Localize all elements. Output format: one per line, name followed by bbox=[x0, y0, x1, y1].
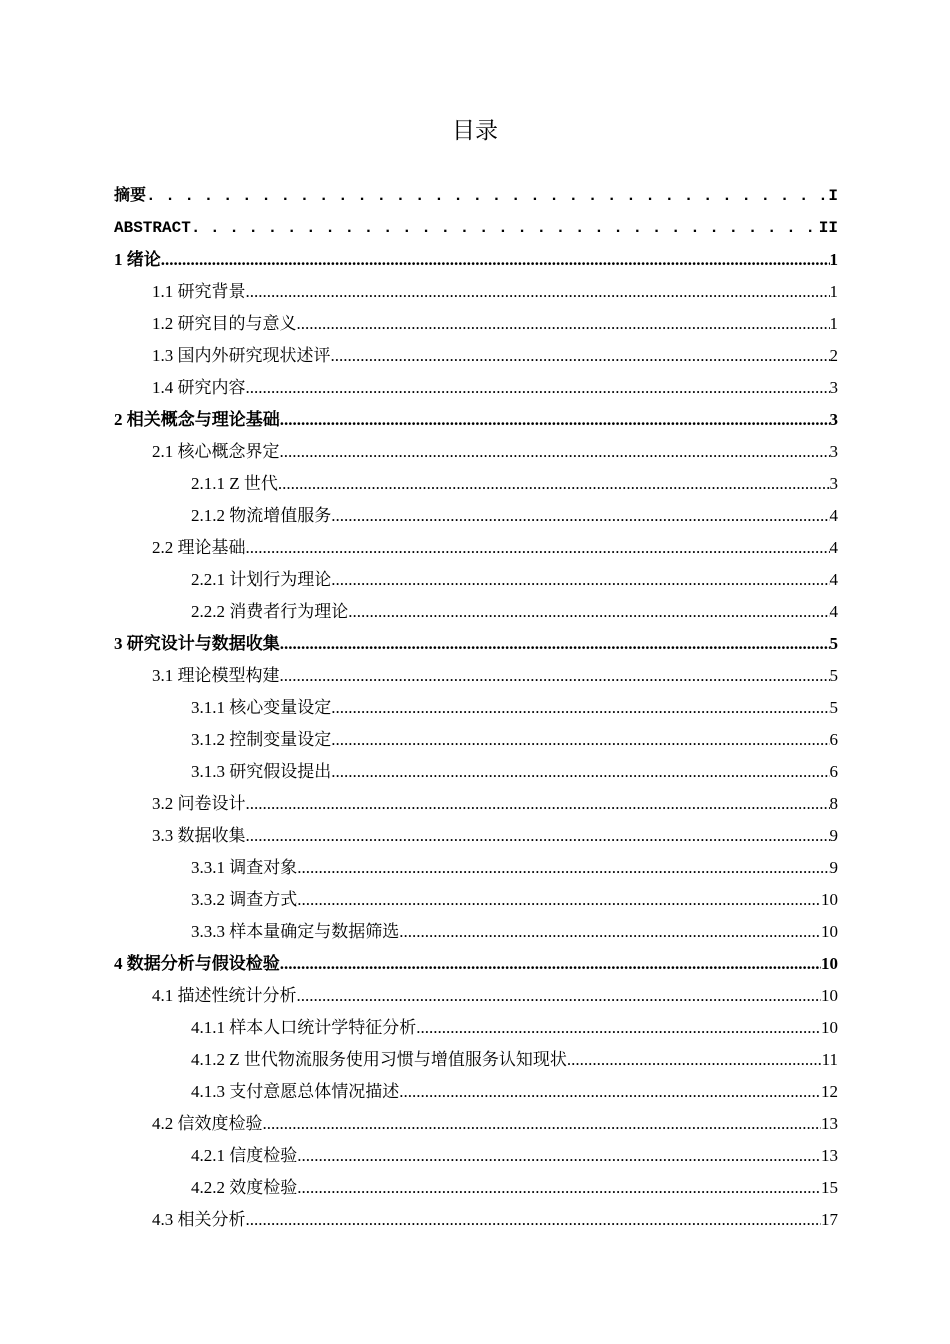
toc-entry-label: 3.3.3 样本量确定与数据筛选 bbox=[191, 922, 400, 941]
toc-entry-page-number: 4 bbox=[829, 570, 838, 589]
toc-entry[interactable] bbox=[114, 691, 838, 723]
toc-entry-label: 3.2 问卷设计 bbox=[152, 794, 246, 813]
toc-dot-leader bbox=[399, 1080, 821, 1107]
toc-entry-page-number: 10 bbox=[821, 986, 838, 1005]
toc-dot-leader bbox=[297, 888, 821, 915]
toc-entry-page-number: 3 bbox=[829, 410, 838, 429]
toc-entry[interactable] bbox=[114, 403, 838, 435]
toc-entry-page-number: 6 bbox=[829, 730, 838, 749]
toc-dot-leader bbox=[331, 568, 829, 595]
toc-entry[interactable] bbox=[114, 307, 838, 339]
toc-entry-label: 3.1 理论模型构建 bbox=[152, 666, 280, 685]
toc-dot-leader bbox=[280, 952, 821, 979]
toc-title: 目录 bbox=[452, 118, 498, 144]
toc-dot-leader bbox=[246, 280, 830, 307]
toc-entry-page-number: 1 bbox=[829, 282, 838, 301]
toc-entry-page-number: 5 bbox=[829, 634, 838, 653]
toc-entry[interactable] bbox=[114, 1043, 838, 1075]
toc-entry-label: 1.3 国内外研究现状述评 bbox=[152, 346, 331, 365]
toc-entry-label: 4.1.3 支付意愿总体情况描述 bbox=[191, 1082, 400, 1101]
toc-entry[interactable] bbox=[114, 1107, 838, 1139]
toc-entry[interactable] bbox=[114, 435, 838, 467]
toc-entry[interactable] bbox=[114, 595, 838, 627]
toc-entry-page-number: 10 bbox=[821, 1018, 838, 1037]
toc-dot-leader bbox=[161, 248, 830, 275]
toc-entry-label: 3.1.1 核心变量设定 bbox=[191, 698, 332, 717]
toc-dot-leader bbox=[280, 632, 830, 659]
toc-entry-page-number: 5 bbox=[829, 666, 838, 685]
toc-entry-page-number: 8 bbox=[829, 794, 838, 813]
toc-entry-page-number: 17 bbox=[821, 1210, 838, 1229]
toc-entry[interactable] bbox=[114, 979, 838, 1011]
toc-entry-page-number: I bbox=[828, 187, 838, 205]
toc-dot-leader bbox=[278, 472, 830, 499]
toc-entry-page-number: 13 bbox=[821, 1146, 838, 1165]
toc-entry-label: 3.1.2 控制变量设定 bbox=[191, 730, 332, 749]
toc-entry-page-number: 9 bbox=[829, 858, 838, 877]
toc-entry-label: 3 研究设计与数据收集 bbox=[114, 634, 280, 653]
toc-entry-label: 4.2.2 效度检验 bbox=[191, 1178, 298, 1197]
toc-entry[interactable] bbox=[114, 1139, 838, 1171]
toc-entry[interactable] bbox=[114, 275, 838, 307]
toc-entry[interactable] bbox=[114, 883, 838, 915]
toc-entry[interactable] bbox=[114, 659, 838, 691]
toc-entry[interactable] bbox=[114, 211, 838, 243]
toc-entry-label: 1 绪论 bbox=[114, 250, 161, 269]
toc-dot-leader bbox=[191, 216, 819, 243]
toc-dot-leader bbox=[280, 664, 830, 691]
toc-entry-page-number: 4 bbox=[829, 506, 838, 525]
toc-entry-label: 3.3 数据收集 bbox=[152, 826, 246, 845]
toc-entry-page-number: 3 bbox=[829, 442, 838, 461]
toc-entry[interactable] bbox=[114, 627, 838, 659]
toc-entry[interactable] bbox=[114, 243, 838, 275]
toc-entry-label: 4.1.2 Z 世代物流服务使用习惯与增值服务认知现状 bbox=[191, 1050, 567, 1069]
toc-entry[interactable] bbox=[114, 371, 838, 403]
toc-entry-label: 1.2 研究目的与意义 bbox=[152, 314, 297, 333]
toc-entry[interactable] bbox=[114, 787, 838, 819]
toc-entry[interactable] bbox=[114, 1203, 838, 1235]
toc-dot-leader bbox=[297, 1144, 821, 1171]
toc-entry-page-number: 10 bbox=[821, 922, 838, 941]
toc-entry-page-number: 3 bbox=[829, 378, 838, 397]
toc-entry-label: 2.1.2 物流增值服务 bbox=[191, 506, 332, 525]
toc-entry-label: 2.2.2 消费者行为理论 bbox=[191, 602, 349, 621]
toc-dot-leader bbox=[297, 984, 822, 1011]
toc-entry[interactable] bbox=[114, 819, 838, 851]
toc-entry-page-number: 13 bbox=[821, 1114, 838, 1133]
toc-dot-leader bbox=[246, 824, 830, 851]
toc-entry[interactable] bbox=[114, 1011, 838, 1043]
toc-entry-label: 4.3 相关分析 bbox=[152, 1210, 246, 1229]
toc-entry[interactable] bbox=[114, 915, 838, 947]
toc-entry-page-number: 10 bbox=[821, 890, 838, 909]
toc-entry-page-number: 3 bbox=[829, 474, 838, 493]
toc-entry-page-number: 6 bbox=[829, 762, 838, 781]
toc-dot-leader bbox=[331, 344, 830, 371]
toc-entry[interactable] bbox=[114, 851, 838, 883]
toc-dot-leader bbox=[146, 184, 828, 211]
toc-entry-label: 3.1.3 研究假设提出 bbox=[191, 762, 332, 781]
toc-entry-page-number: 10 bbox=[821, 954, 838, 973]
toc-entry-page-number: 4 bbox=[829, 538, 838, 557]
toc-entry-page-number: 2 bbox=[829, 346, 838, 365]
toc-dot-leader bbox=[297, 312, 830, 339]
toc-entry[interactable] bbox=[114, 339, 838, 371]
toc-entry[interactable] bbox=[114, 1171, 838, 1203]
toc-entry-label: 1.1 研究背景 bbox=[152, 282, 246, 301]
toc-entry-label: 摘要 bbox=[114, 187, 147, 205]
toc-dot-leader bbox=[331, 696, 829, 723]
toc-dot-leader bbox=[280, 440, 830, 467]
table-of-contents bbox=[114, 179, 838, 1235]
toc-entry-page-number: 12 bbox=[821, 1082, 838, 1101]
toc-entry-page-number: 11 bbox=[821, 1050, 838, 1069]
toc-entry[interactable] bbox=[114, 179, 838, 211]
toc-dot-leader bbox=[331, 504, 829, 531]
toc-entry-label: 4.1.1 样本人口统计学特征分析 bbox=[191, 1018, 417, 1037]
toc-dot-leader bbox=[246, 376, 830, 403]
toc-entry-page-number: 1 bbox=[829, 314, 838, 333]
toc-dot-leader bbox=[348, 600, 829, 627]
toc-entry[interactable] bbox=[114, 531, 838, 563]
toc-dot-leader bbox=[331, 728, 829, 755]
toc-dot-leader bbox=[567, 1048, 822, 1075]
toc-entry-label: 4.1 描述性统计分析 bbox=[152, 986, 297, 1005]
toc-entry-label: 1.4 研究内容 bbox=[152, 378, 246, 397]
toc-entry-page-number: 15 bbox=[821, 1178, 838, 1197]
toc-entry-label: 2.1 核心概念界定 bbox=[152, 442, 280, 461]
toc-dot-leader bbox=[246, 1208, 822, 1235]
toc-dot-leader bbox=[297, 1176, 821, 1203]
toc-dot-leader bbox=[297, 856, 829, 883]
toc-entry-label: 2 相关概念与理论基础 bbox=[114, 410, 280, 429]
toc-entry[interactable] bbox=[114, 563, 838, 595]
toc-entry-label: 4.2 信效度检验 bbox=[152, 1114, 263, 1133]
toc-dot-leader bbox=[331, 760, 829, 787]
toc-entry-label: ABSTRACT bbox=[114, 219, 191, 237]
toc-entry[interactable] bbox=[114, 499, 838, 531]
toc-entry-page-number: II bbox=[818, 219, 838, 237]
toc-dot-leader bbox=[246, 792, 830, 819]
toc-entry[interactable] bbox=[114, 467, 838, 499]
toc-dot-leader bbox=[416, 1016, 821, 1043]
toc-entry-label: 4.2.1 信度检验 bbox=[191, 1146, 298, 1165]
toc-entry[interactable] bbox=[114, 755, 838, 787]
toc-entry-label: 2.2.1 计划行为理论 bbox=[191, 570, 332, 589]
toc-entry-page-number: 4 bbox=[829, 602, 838, 621]
toc-dot-leader bbox=[263, 1112, 822, 1139]
toc-entry[interactable] bbox=[114, 723, 838, 755]
toc-entry-page-number: 1 bbox=[829, 250, 838, 269]
toc-entry[interactable] bbox=[114, 1075, 838, 1107]
toc-entry-page-number: 5 bbox=[829, 698, 838, 717]
toc-entry-label: 4 数据分析与假设检验 bbox=[114, 954, 280, 973]
toc-dot-leader bbox=[280, 408, 830, 435]
toc-entry-label: 3.3.1 调查对象 bbox=[191, 858, 298, 877]
toc-dot-leader bbox=[246, 536, 830, 563]
toc-entry-label: 2.1.1 Z 世代 bbox=[191, 474, 278, 493]
toc-dot-leader bbox=[399, 920, 821, 947]
toc-entry-label: 2.2 理论基础 bbox=[152, 538, 246, 557]
toc-entry-label: 3.3.2 调查方式 bbox=[191, 890, 298, 909]
toc-entry-page-number: 9 bbox=[829, 826, 838, 845]
toc-entry[interactable] bbox=[114, 947, 838, 979]
